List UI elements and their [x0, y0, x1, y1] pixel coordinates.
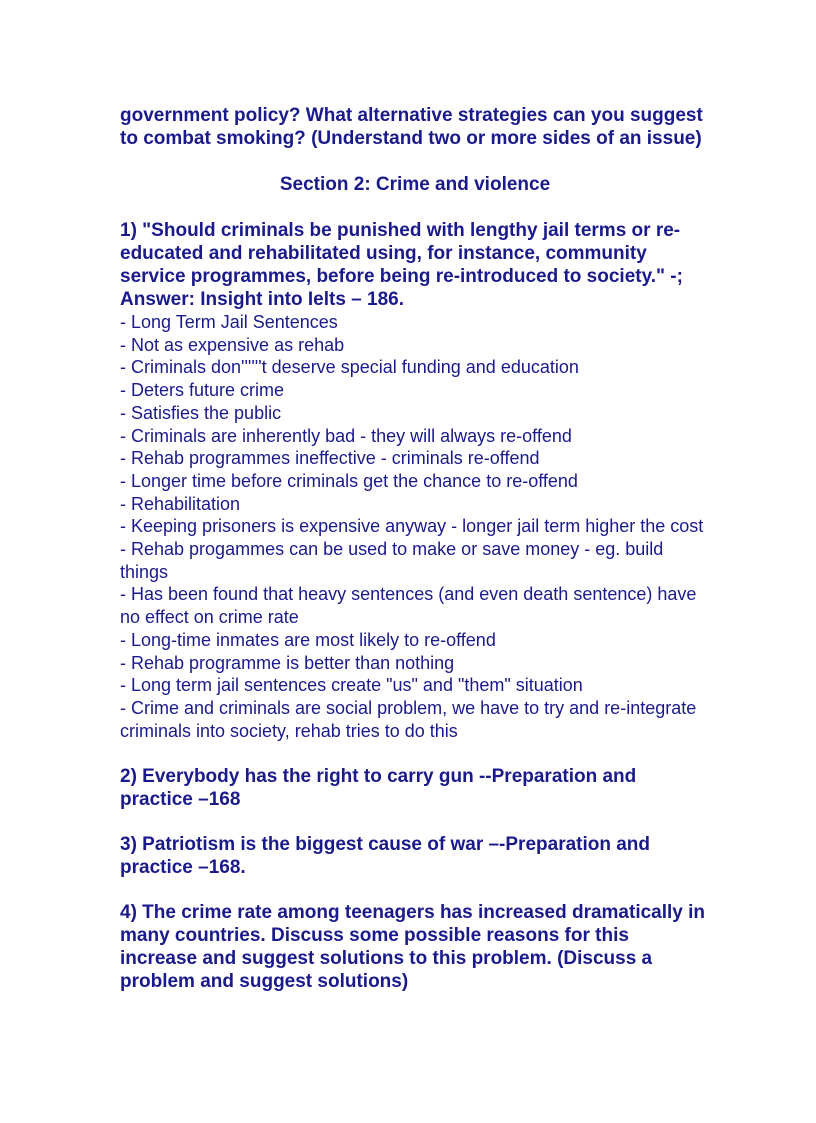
intro-paragraph: government policy? What alternative strategies can you suggest to combat smoking? (Understand two or more sides of an issue) [120, 105, 703, 149]
list-item: - Longer time before criminals get the chance to re-offend [120, 470, 578, 491]
list-item: - Rehabilitation [120, 493, 241, 514]
list-item: - Long term jail sentences create "us" and "them" situation [120, 675, 583, 696]
list-item: - Keeping prisoners is expensive anyway - longer jail term higher the cost [120, 516, 704, 537]
list-item: - Not as expensive as rehab [120, 334, 345, 355]
list-item: - Rehab programmes ineffective - criminals re-offend [120, 448, 540, 469]
list-item: - Long Term Jail Sentences [120, 312, 338, 332]
list-item: - Deters future crime [120, 380, 285, 401]
list-item: - Has been found that heavy sentences (and even death sentence) have no effect on crime rate [120, 584, 697, 628]
answer-points-list [120, 311, 710, 742]
list-item: - Rehab programme is better than nothing [120, 652, 455, 673]
question-4: 4) The crime rate among teenagers has increased dramatically in many countries. Discuss some possible reasons for this increase and suggest solutions to this problem. (Discuss a problem and suggest solutions) [120, 902, 706, 993]
list-item: - Long-time inmates are most likely to re-offend [120, 629, 496, 650]
question-1: 1) "Should criminals be punished with lengthy jail terms or re-educated and rehabilitated using, for instance, community service programmes, before being re-introduced to society." -; [120, 220, 683, 287]
list-item: - Satisfies the public [120, 402, 282, 423]
list-item: - Criminals don''''''t deserve special funding and education [120, 357, 579, 378]
question-3: 3) Patriotism is the biggest cause of war –-Preparation and practice –168. [120, 834, 651, 879]
document-body [120, 104, 710, 993]
list-item: - Rehab progammes can be used to make or save money - eg. build things [120, 539, 664, 582]
section-title: Section 2: Crime and violence [279, 174, 551, 195]
answer-1: Answer: Insight into Ielts – 186. [120, 289, 405, 310]
question-2: 2) Everybody has the right to carry gun --Preparation and practice –168 [120, 766, 637, 811]
list-item: - Crime and criminals are social problem, we have to try and re-integrate criminals into society, rehab tries to do this [120, 697, 697, 741]
list-item: - Criminals are inherently bad - they will always re-offend [120, 425, 572, 446]
